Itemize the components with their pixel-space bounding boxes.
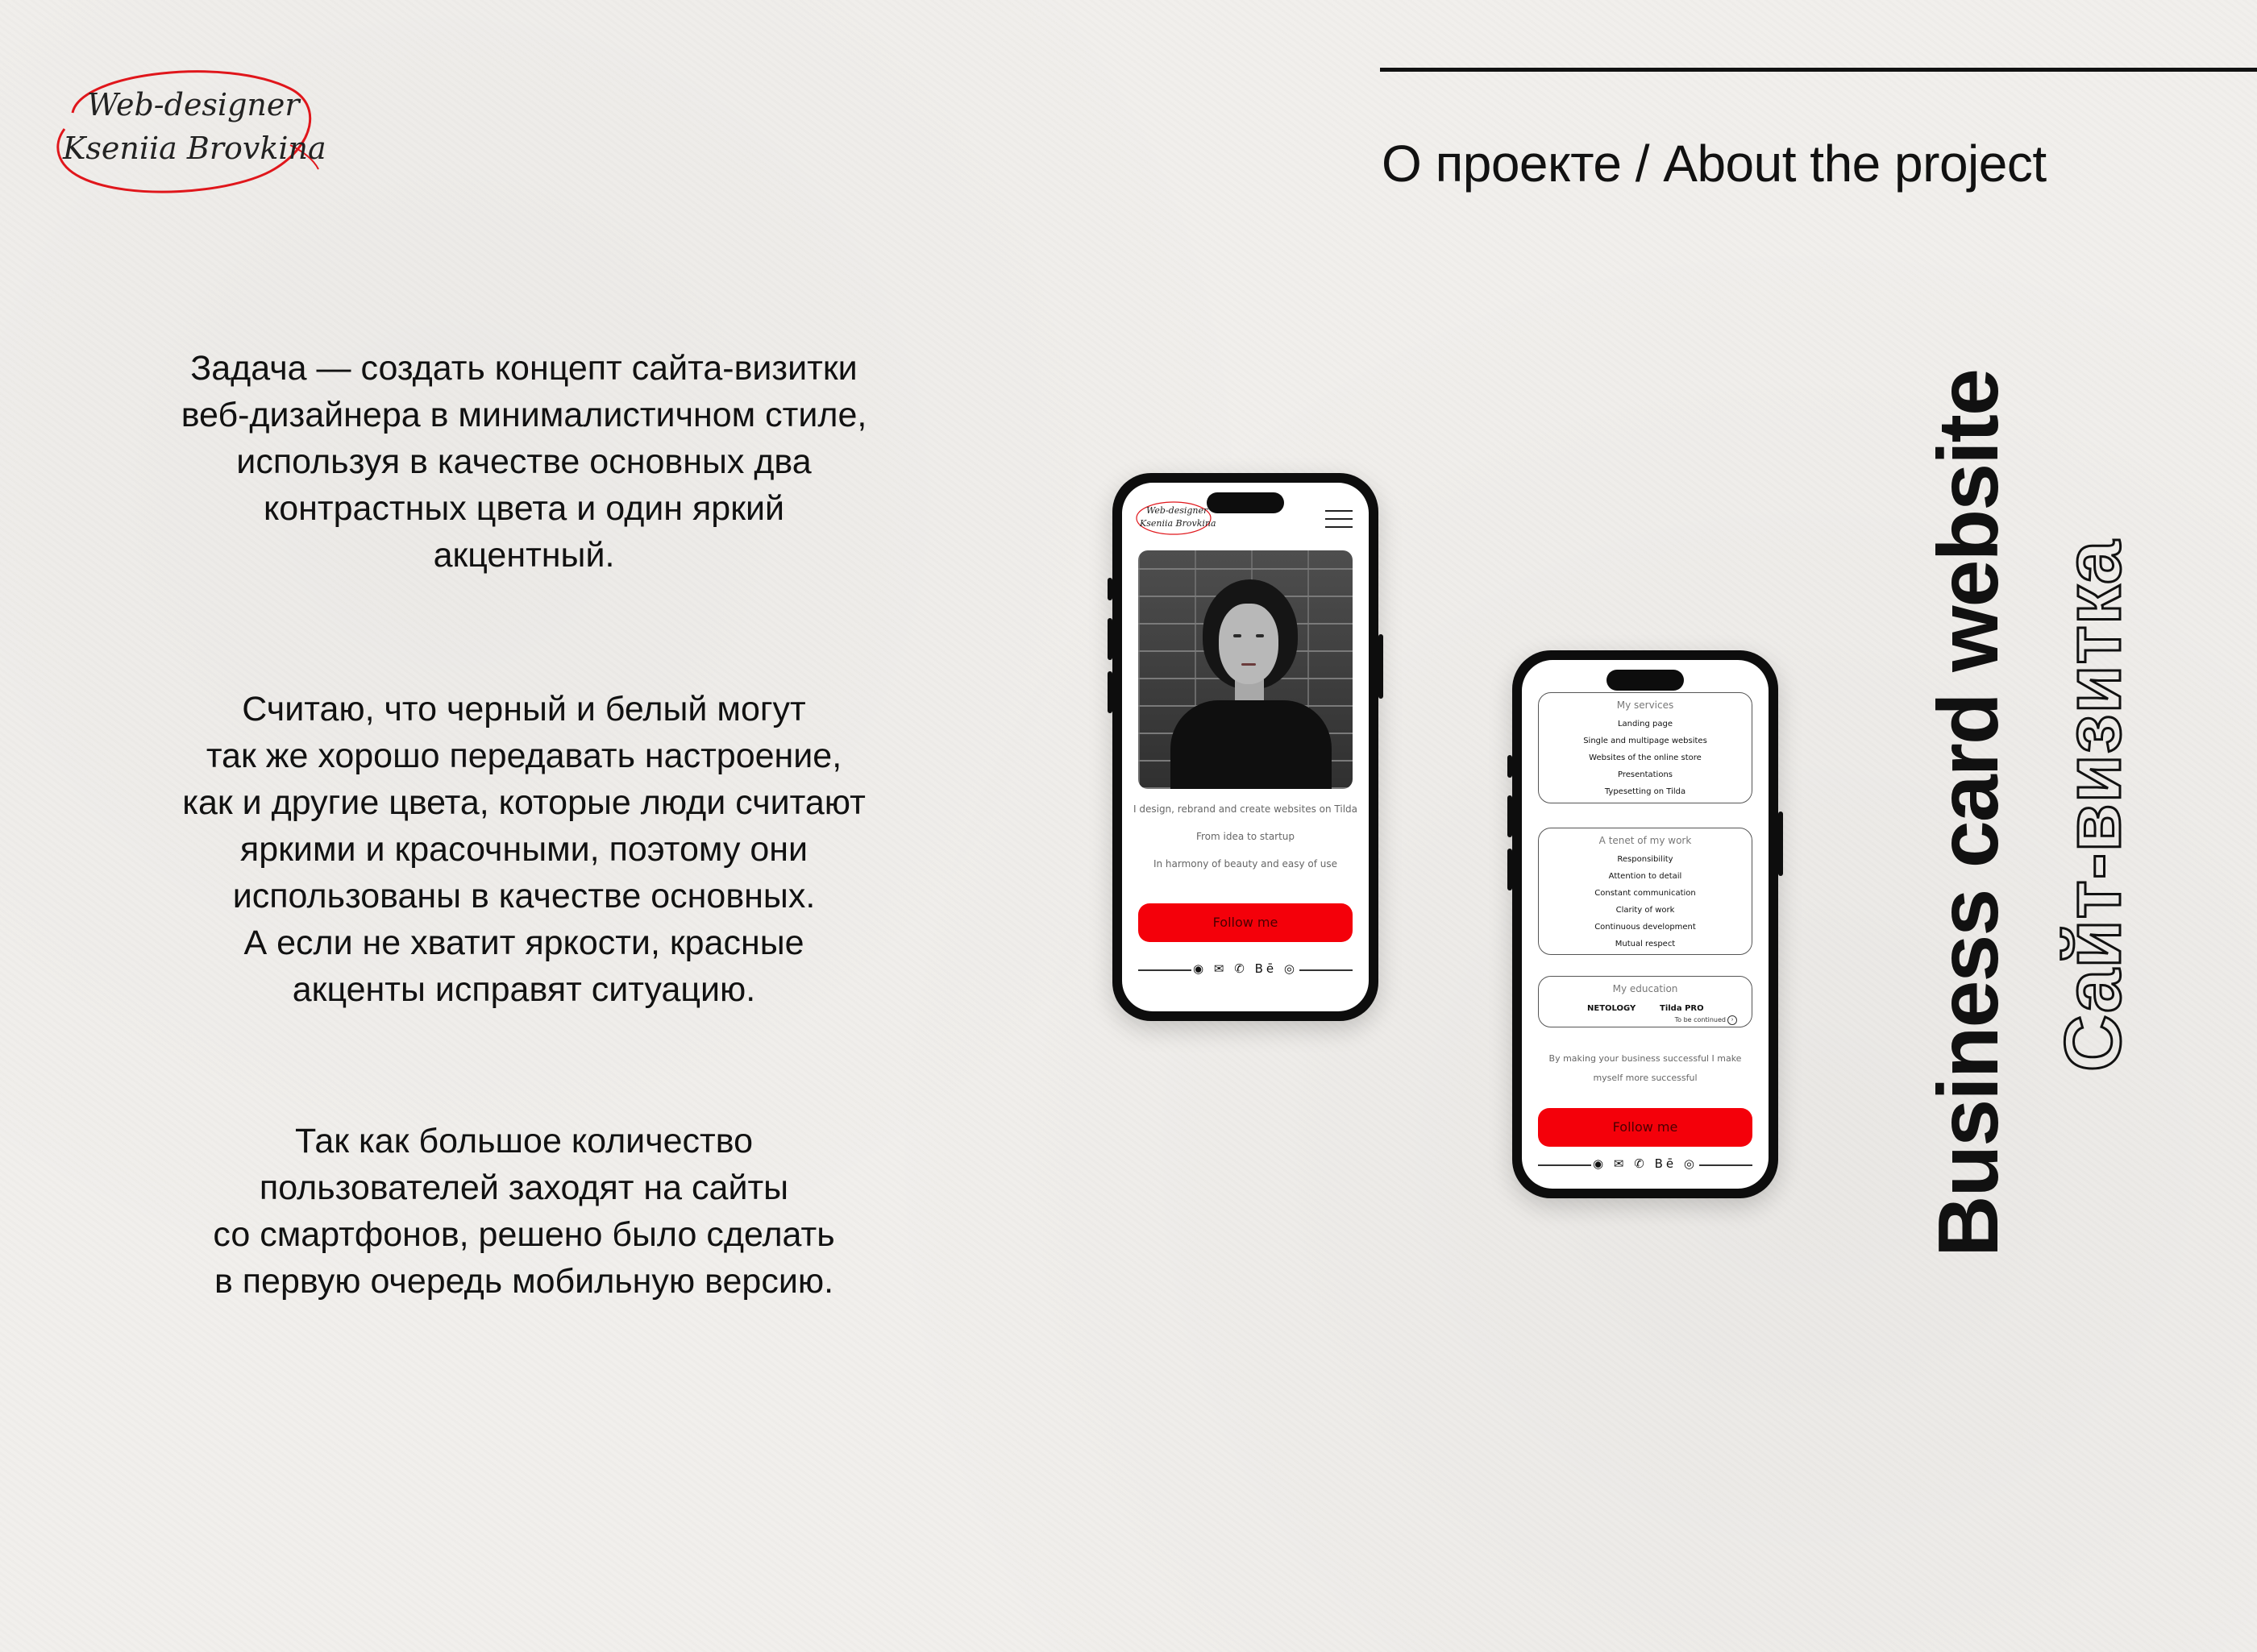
paragraph-task xyxy=(121,345,927,579)
paragraph-line: Задача — создать концепт сайта-визитки xyxy=(190,349,858,388)
tenet-item: Attention to detail xyxy=(1608,872,1682,881)
tenet-item: Clarity of work xyxy=(1615,906,1675,915)
tagline-3: In harmony of beauty and easy of use xyxy=(1153,858,1338,870)
follow-me-button[interactable]: Follow me xyxy=(1138,903,1353,942)
paragraph-line: как и другие цвета, которые люди считают xyxy=(182,783,866,822)
education-netology: NETOLOGY xyxy=(1587,1004,1636,1013)
phone-side-button xyxy=(1507,849,1512,890)
phone-side-button xyxy=(1507,795,1512,837)
motto-line-2: myself more successful xyxy=(1593,1073,1698,1083)
phone-mockup-home xyxy=(1112,473,1378,1021)
services-card xyxy=(1538,692,1752,803)
paragraph-line: акценты исправят ситуацию. xyxy=(292,970,756,1009)
paragraph-line: использованы в качестве основных. xyxy=(232,877,816,915)
service-item: Landing page xyxy=(1617,720,1673,728)
tenet-item: Constant communication xyxy=(1594,889,1696,898)
phone-side-button xyxy=(1378,634,1383,699)
paragraph-line: пользователей заходят на сайты xyxy=(259,1168,789,1207)
phone-side-button xyxy=(1108,618,1112,660)
hamburger-menu-icon[interactable] xyxy=(1325,510,1353,534)
phone-screen xyxy=(1122,483,1369,1011)
paragraph-mobile xyxy=(121,1118,927,1305)
tenets-title: A tenet of my work xyxy=(1598,835,1692,846)
tagline-1: I design, rebrand and create websites on Tilda xyxy=(1133,803,1357,815)
mini-logo-line-2: Kseniia Brovkina xyxy=(1140,518,1216,529)
vertical-title-ru: Сайт-визитка xyxy=(2048,540,2137,1073)
tenet-item: Continuous development xyxy=(1594,923,1696,932)
logo-line-2: Kseniia Brovkina xyxy=(63,131,326,166)
paragraph-colors xyxy=(121,686,927,1013)
mini-logo-line-1: Web-designer xyxy=(1146,505,1208,516)
tenets-card xyxy=(1538,828,1752,955)
phone-side-button xyxy=(1507,755,1512,778)
phone-side-button xyxy=(1108,671,1112,713)
paragraph-line: Считаю, что черный и белый могут xyxy=(242,690,806,728)
paragraph-line: А если не хватит яркости, красные xyxy=(243,924,804,962)
paragraph-line: используя в качестве основных два xyxy=(236,442,812,481)
paragraph-line: так же хорошо передавать настроение, xyxy=(206,737,842,775)
phone-side-button xyxy=(1108,578,1112,600)
brand-logo xyxy=(48,56,326,210)
paragraph-line: со смартфонов, решено было сделать xyxy=(213,1215,835,1254)
logo-line-1: Web-designer xyxy=(87,87,300,122)
education-title: My education xyxy=(1612,983,1678,994)
service-item: Typesetting on Tilda xyxy=(1604,787,1686,796)
vertical-title-en: Business card website xyxy=(1921,370,2016,1257)
phone-notch xyxy=(1207,492,1284,513)
social-icons[interactable]: ◉ ✉ ✆ Bē ◎ xyxy=(1193,961,1298,976)
paragraph-line: контрастных цвета и один яркий xyxy=(263,489,785,528)
tagline-2: From idea to startup xyxy=(1195,831,1295,842)
services-title: My services xyxy=(1616,699,1674,711)
education-tilda: Tilda PRO xyxy=(1660,1004,1704,1013)
phone-mockup-services xyxy=(1512,650,1778,1198)
tenet-item: Mutual respect xyxy=(1615,940,1676,948)
service-item: Websites of the online store xyxy=(1589,753,1702,762)
header-rule xyxy=(1380,68,2257,72)
paragraph-line: акцентный. xyxy=(433,536,615,575)
arrow-circle-icon[interactable]: › xyxy=(1727,1015,1737,1025)
section-title: О проекте / About the project xyxy=(1382,135,2047,193)
phone-notch xyxy=(1607,670,1684,691)
paragraph-line: в первую очередь мобильную версию. xyxy=(214,1262,834,1301)
phone-side-button xyxy=(1778,811,1783,876)
follow-me-button[interactable]: Follow me xyxy=(1538,1108,1752,1147)
education-card xyxy=(1538,976,1752,1027)
paragraph-line: яркими и красочными, поэтому они xyxy=(239,830,808,869)
to-be-continued-label: To be continued xyxy=(1674,1016,1726,1023)
profile-photo xyxy=(1138,550,1353,789)
paragraph-line: веб-дизайнера в минималистичном стиле, xyxy=(181,396,867,434)
social-icons[interactable]: ◉ ✉ ✆ Bē ◎ xyxy=(1593,1156,1698,1171)
motto-line-1: By making your business successful I make xyxy=(1548,1053,1742,1064)
phone-screen xyxy=(1522,660,1769,1189)
service-item: Presentations xyxy=(1617,770,1673,779)
tenet-item: Responsibility xyxy=(1617,855,1673,864)
mini-logo[interactable] xyxy=(1135,499,1214,538)
service-item: Single and multipage websites xyxy=(1583,737,1707,745)
paragraph-line: Так как большое количество xyxy=(295,1122,753,1160)
